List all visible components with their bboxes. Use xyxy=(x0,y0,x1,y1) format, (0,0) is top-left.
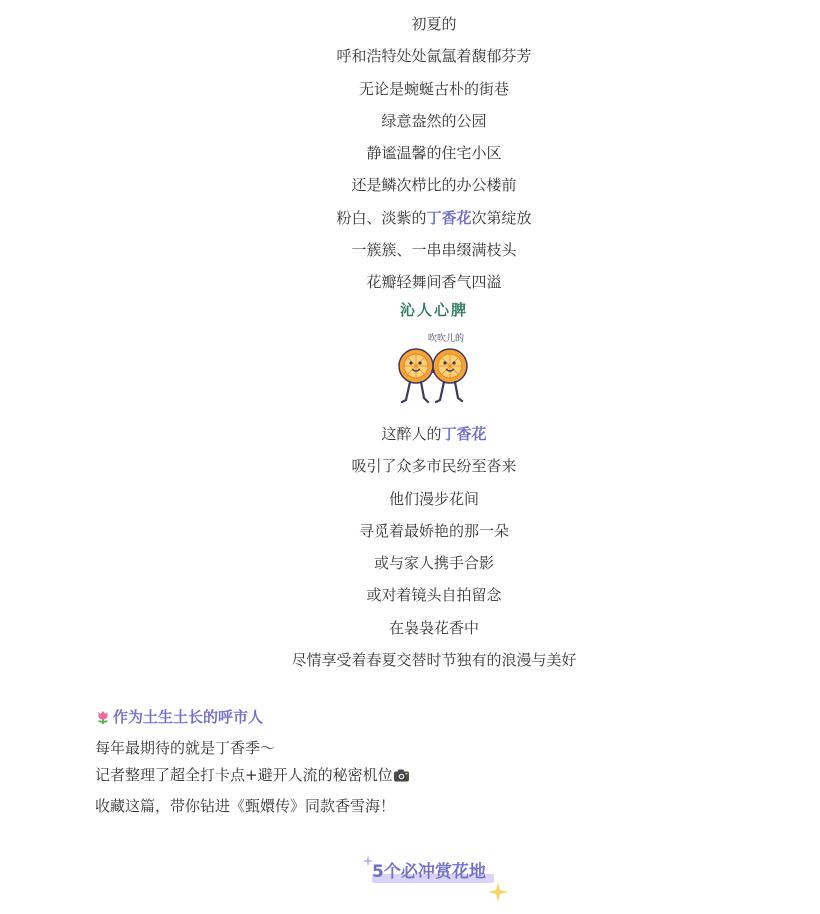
poem-line xyxy=(0,579,820,611)
line-text: 还是鳞次栉比的办公楼前 xyxy=(351,176,517,195)
poem-line xyxy=(0,644,820,676)
poem-lines xyxy=(0,418,820,676)
section-title xyxy=(362,852,512,912)
line-text: 粉白、淡紫的 xyxy=(336,208,427,227)
sparkle-big-icon xyxy=(488,882,508,906)
intro-line xyxy=(0,266,820,298)
sticker-caption: 吹吹儿的 xyxy=(428,334,465,344)
block-title: 作为土生土长的呼市人 xyxy=(113,708,264,726)
poem-line xyxy=(0,515,820,547)
line-text: 无论是蜿蜒古朴的街巷 xyxy=(358,79,509,98)
poem-line xyxy=(0,418,820,450)
line-text: 呼和浩特处处氤氲着馥郁芬芳 xyxy=(336,47,532,66)
intro-block xyxy=(95,704,735,820)
poem-line xyxy=(0,483,820,515)
block-line-2-text: 记者整理了超全打卡点+避开人流的秘密机位 xyxy=(95,766,393,784)
subheading: 沁人心脾 xyxy=(399,301,468,319)
intro-line xyxy=(0,202,820,234)
line-text: 这醉人的 xyxy=(381,425,442,443)
section-title-text: 5个必冲赏花地 xyxy=(372,862,486,882)
intro-line xyxy=(0,234,820,266)
highlight-text: 丁香花 xyxy=(426,208,472,227)
intro-line xyxy=(0,137,820,169)
intro-line xyxy=(0,73,820,105)
line-text: 尽情享受着春夏交替时节独有的浪漫与美好 xyxy=(291,651,577,670)
intro-line xyxy=(0,40,820,72)
line-text: 花瓣轻舞间香气四溢 xyxy=(366,273,502,292)
line-text: 在袅袅花香中 xyxy=(388,618,479,637)
poem-line xyxy=(0,547,820,579)
line-text: 他们漫步花间 xyxy=(388,489,479,508)
line-text: 寻觅着最娇艳的那一朵 xyxy=(358,521,509,540)
line-text: 或与家人携手合影 xyxy=(373,554,494,573)
block-line-3: 收藏这篇，带你钻进《甄嬛传》同款香雪海！ xyxy=(95,796,396,815)
intro-line xyxy=(0,169,820,201)
poem-line xyxy=(0,612,820,644)
block-line-2 xyxy=(95,762,735,793)
tulip-icon xyxy=(95,707,111,735)
line-text: 初夏的 xyxy=(411,15,457,33)
block-line-1: 每年最期待的就是丁香季～ xyxy=(95,738,276,757)
line-text: 绿意盎然的公园 xyxy=(381,111,487,130)
line-text: 吸引了众多市民纷至沓来 xyxy=(351,457,517,476)
highlight-text: 丁香花 xyxy=(441,425,487,443)
block-title-line xyxy=(95,704,735,735)
line-text: 次第绽放 xyxy=(471,208,532,227)
camera-icon xyxy=(393,765,410,793)
intro-line xyxy=(0,105,820,137)
line-text: 或对着镜头自拍留念 xyxy=(366,586,502,605)
poem-line xyxy=(0,450,820,482)
line-text: 静谧温馨的住宅小区 xyxy=(366,144,502,163)
line-text: 一簇簇、一串串缀满枝头 xyxy=(351,241,517,260)
orange-friends-sticker-icon xyxy=(388,330,478,406)
intro-poem xyxy=(0,8,820,299)
intro-line xyxy=(0,8,820,40)
